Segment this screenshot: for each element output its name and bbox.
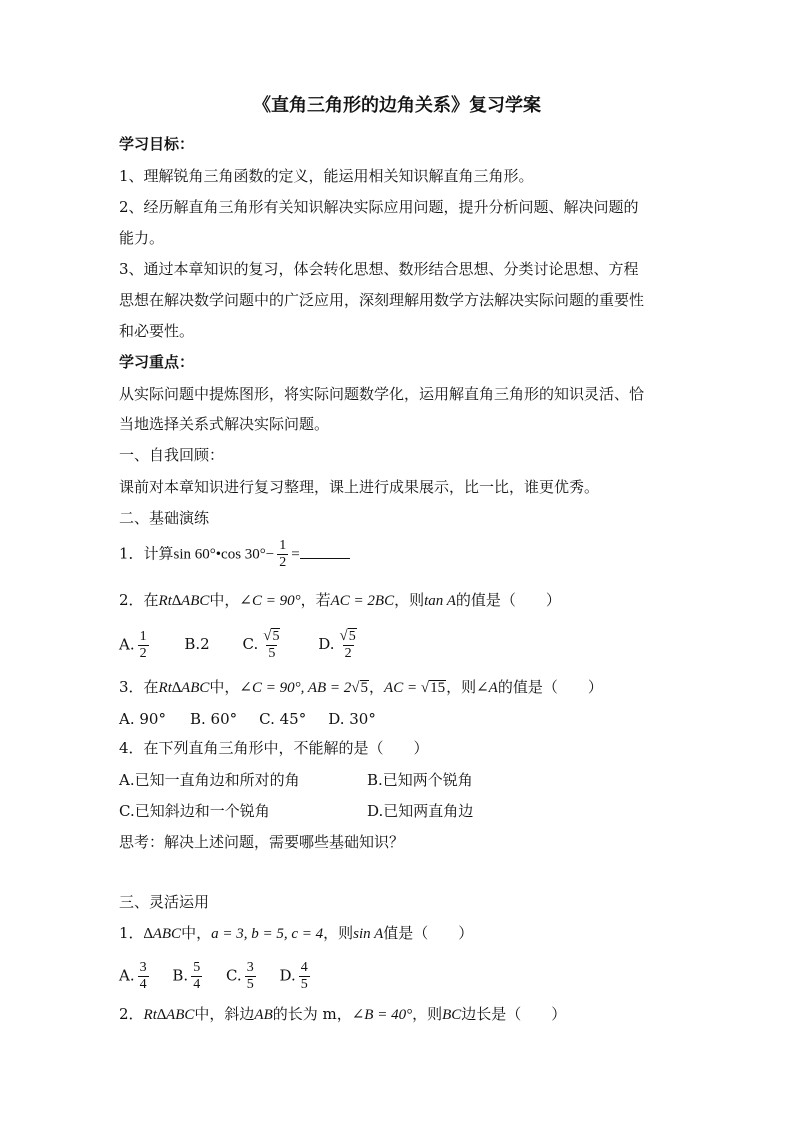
- denominator: 4: [193, 977, 201, 992]
- option-c: [243, 628, 286, 662]
- question-2-2-options: [119, 628, 390, 662]
- condition-angle: ∠C = 90°: [239, 593, 301, 609]
- question-2-4-option-c: C.已知斜边和一个锐角: [119, 802, 270, 820]
- radicand: 5: [272, 629, 280, 644]
- math-expression: sin 60°•cos 30°−: [173, 546, 275, 563]
- denominator: 2: [139, 645, 147, 661]
- target-angle: ∠A: [476, 680, 498, 696]
- goal-item-3-line-2: 思想在解决数学问题中的广泛应用，深刻理解用数学方法解决实际问题的重要性: [119, 291, 645, 309]
- square-root: √ 5: [263, 628, 280, 644]
- question-2-2: [119, 589, 561, 612]
- q-prefix: 1．计算: [119, 544, 174, 563]
- option-b: B.2: [184, 635, 210, 653]
- denominator: 5: [300, 977, 308, 992]
- q-text: 中，斜边: [194, 1005, 255, 1023]
- q-text: 的长为 m，: [272, 1005, 352, 1023]
- option-label: A.: [119, 966, 135, 985]
- think-prompt: 思考：解决上述问题，需要哪些基础知识？: [119, 833, 405, 851]
- q-suffix: 值是（ ）: [383, 924, 474, 942]
- question-2-4-option-d: D.已知两直角边: [367, 802, 474, 820]
- q-suffix: 边长是（ ）: [461, 1005, 567, 1023]
- fraction: [277, 538, 288, 571]
- fraction: [299, 960, 310, 993]
- q-text: ，则: [394, 591, 425, 609]
- fraction: [338, 628, 359, 662]
- q-suffix: 的值是（ ）: [455, 591, 561, 609]
- numerator: 3: [246, 960, 254, 975]
- q-text: ，若: [300, 591, 331, 609]
- key-points-line-1: 从实际问题中提炼图形，将实际问题数学化，运用解直角三角形的知识灵活、恰: [119, 385, 645, 403]
- goals-heading: 学习目标：: [119, 135, 195, 153]
- goal-item-3-line-1: 3、通过本章知识的复习，体会转化思想、数形结合思想、分类讨论思想、方程: [119, 260, 639, 278]
- numerator: 4: [300, 960, 308, 975]
- condition-1: ∠C = 90°, AB = 2: [239, 680, 352, 696]
- option-b: B. 60°: [189, 710, 238, 728]
- triangle-name: ∆ABC: [143, 926, 182, 942]
- option-label: C.: [242, 635, 259, 653]
- option-label: C.: [225, 966, 242, 985]
- target-expression: sin A: [353, 926, 384, 942]
- numerator: 1: [139, 628, 147, 644]
- option-a: [119, 629, 152, 662]
- q-prefix: 3．在: [119, 678, 159, 696]
- fraction: [245, 960, 256, 993]
- key-points-heading: 学习重点：: [119, 353, 195, 371]
- option-c: C. 45°: [259, 710, 307, 728]
- triangle-name: Rt∆ABC: [158, 680, 210, 696]
- option-label: A.: [119, 635, 135, 653]
- q-text: 中，: [181, 924, 212, 942]
- question-2-4-option-b: B.已知两个锐角: [367, 771, 473, 789]
- q-suffix: 的值是（ ）: [497, 678, 603, 696]
- condition-sides: a = 3, b = 5, c = 4: [211, 926, 324, 942]
- radicand: 5: [360, 680, 369, 696]
- square-root: √ 5: [351, 680, 369, 696]
- condition-sides: AC = 2BC: [330, 593, 395, 609]
- section-3-heading: 三、灵活运用: [119, 893, 210, 911]
- square-root: √ 15: [420, 680, 446, 696]
- question-2-4-option-a: A.已知一直角边和所对的角: [119, 771, 300, 789]
- q-prefix: 2．: [119, 1005, 144, 1023]
- radicand: 15: [430, 680, 446, 696]
- numerator: [261, 628, 282, 645]
- goal-item-2-line-1: 2、经历解直角三角形有关知识解决实际应用问题，提升分析问题、解决问题的: [119, 198, 639, 216]
- question-3-1: [119, 922, 473, 945]
- goal-item-1: 1、理解锐角三角函数的定义，能运用相关知识解直角三角形。: [119, 167, 534, 185]
- goal-item-2-line-2: 能力。: [119, 229, 165, 247]
- option-c: [226, 960, 259, 993]
- option-label: D.: [318, 635, 335, 653]
- target-expression: tan A: [424, 593, 456, 609]
- numerator: [338, 628, 359, 645]
- fraction: [191, 960, 202, 993]
- section-1-heading: 一、自我回顾：: [119, 446, 225, 464]
- triangle-name: Rt∆ABC: [158, 593, 210, 609]
- q-text: 中，: [209, 591, 240, 609]
- question-2-4: 4．在下列直角三角形中，不能解的是（ ）: [119, 739, 429, 757]
- page-title: 《直角三角形的边角关系》复习学案: [253, 95, 541, 116]
- segment-name: AB: [254, 1007, 273, 1023]
- condition-2: AC =: [384, 680, 421, 696]
- equals-sign: =: [291, 546, 300, 563]
- condition-angle: ∠B = 40°: [351, 1007, 413, 1023]
- numerator: 1: [279, 538, 287, 553]
- option-a: [119, 960, 152, 993]
- radicand: 5: [348, 629, 356, 644]
- denominator: 5: [268, 646, 276, 661]
- q-text: 中，: [209, 678, 240, 696]
- answer-blank: [300, 544, 350, 559]
- numerator: 5: [193, 960, 201, 975]
- option-a: A. 90°: [119, 710, 166, 728]
- q-prefix: 1．: [119, 924, 144, 942]
- section-1-text: 课前对本章知识进行复习整理，课上进行成果展示，比一比，谁更优秀。: [119, 478, 600, 496]
- question-2-1: [119, 538, 350, 571]
- question-3-2: [119, 1003, 566, 1026]
- denominator: 4: [139, 977, 147, 992]
- q-text: ，则: [323, 924, 354, 942]
- target-segment: BC: [442, 1007, 462, 1023]
- denominator: 2: [279, 555, 287, 570]
- square-root: √ 5: [339, 628, 356, 644]
- numerator: 3: [139, 960, 147, 975]
- option-d: [279, 960, 312, 993]
- q-prefix: 2．在: [119, 591, 159, 609]
- fraction: [138, 629, 149, 662]
- key-points-line-2: 当地选择关系式解决实际问题。: [119, 415, 330, 433]
- fraction: [138, 960, 149, 993]
- q-text: ，则: [446, 678, 477, 696]
- question-2-3-options: [119, 708, 404, 730]
- q-text: ，: [369, 678, 385, 696]
- q-text: ，则: [412, 1005, 443, 1023]
- option-d: D. 30°: [328, 710, 376, 728]
- denominator: 2: [344, 646, 352, 661]
- section-2-heading: 二、基础演练: [119, 509, 210, 527]
- denominator: 5: [246, 977, 254, 992]
- option-b: [172, 960, 205, 993]
- option-d: [318, 628, 362, 662]
- option-label: D.: [279, 966, 296, 985]
- question-2-3: [119, 676, 603, 699]
- fraction: [261, 628, 282, 662]
- triangle-name: Rt∆ABC: [143, 1007, 195, 1023]
- question-3-1-options: [119, 960, 341, 993]
- option-label: B.: [172, 966, 189, 985]
- goal-item-3-line-3: 和必要性。: [119, 322, 195, 340]
